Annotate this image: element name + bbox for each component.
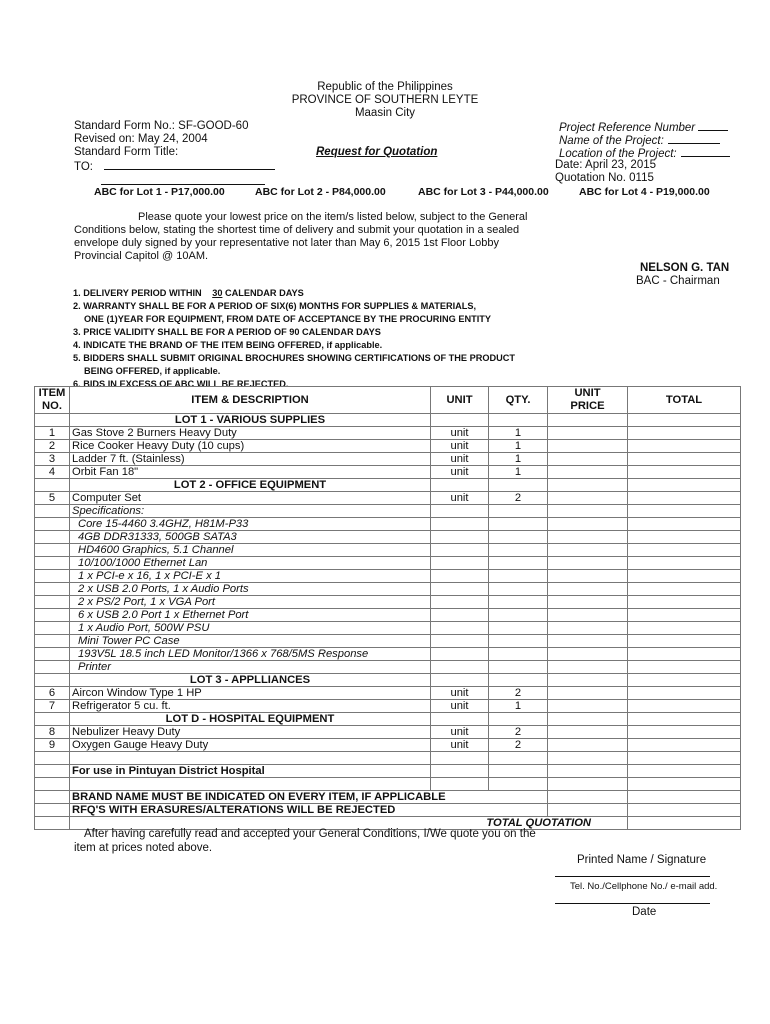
- chairman-name: NELSON G. TAN: [640, 262, 730, 274]
- condition-2: 2. WARRANTY SHALL BE FOR A PERIOD OF SIX(6) MONTHS FOR SUPPLIES & MATERIALS,: [73, 301, 477, 311]
- note-row: [35, 765, 741, 778]
- signature-line: [555, 876, 710, 877]
- to-label: TO:: [74, 161, 93, 173]
- note-row: [35, 791, 741, 804]
- to-blank: [104, 159, 275, 170]
- table-row: 3 Ladder 7 ft. (Stainless) unit 1: [35, 453, 741, 466]
- header-total: TOTAL: [628, 387, 741, 414]
- table-header-row: [35, 387, 741, 414]
- spec-row: Printer: [35, 661, 741, 674]
- spec-row: 2 x USB 2.0 Ports, 1 x Audio Ports: [35, 583, 741, 596]
- form-title: Request for Quotation: [316, 146, 438, 158]
- condition-5-cont: BEING OFFERED, if applicable.: [84, 366, 221, 376]
- header-province: PROVINCE OF SOUTHERN LEYTE: [291, 94, 479, 106]
- lot-row: [35, 713, 741, 726]
- table-row: 5 Computer Set unit 2: [35, 492, 741, 505]
- for-use-note: For use in Pintuyan District Hospital: [70, 765, 431, 778]
- total-quotation-label: TOTAL QUOTATION: [70, 817, 628, 830]
- table-row: 8 Nebulizer Heavy Duty unit 2: [35, 726, 741, 739]
- general-conditions: [73, 287, 515, 391]
- date-line: [555, 903, 710, 904]
- date-label: Date: [632, 906, 657, 918]
- lot-3-heading: LOT 3 - APPLLIANCES: [70, 674, 431, 687]
- lot-1-heading: LOT 1 - VARIOUS SUPPLIES: [70, 414, 431, 427]
- condition-1: 1. DELIVERY PERIOD WITHIN 30 CALENDAR DAYS: [73, 288, 304, 298]
- standard-form-no: Standard Form No.: SF-GOOD-60: [74, 120, 249, 132]
- blank-row: [35, 752, 741, 765]
- abc-lot-4: ABC for Lot 4 - P19,000.00: [579, 186, 710, 198]
- table-row: 6 Aircon Window Type 1 HP unit 2: [35, 687, 741, 700]
- project-date: Date: April 23, 2015: [555, 159, 657, 171]
- header-republic: Republic of the Philippines: [317, 81, 453, 93]
- lot-row: [35, 414, 741, 427]
- spec-row: 4GB DDR31333, 500GB SATA3: [35, 531, 741, 544]
- to-line: [74, 159, 275, 173]
- spec-row: 1 x PCI-e x 16, 1 x PCI-E x 1: [35, 570, 741, 583]
- condition-4: 4. INDICATE THE BRAND OF THE ITEM BEING OFFERED, if applicable.: [73, 340, 383, 350]
- tel-label: Tel. No./Cellphone No./ e-mail add.: [570, 881, 718, 892]
- abc-lot-3: ABC for Lot 3 - P44,000.00: [418, 186, 549, 198]
- header-description: ITEM & DESCRIPTION: [70, 387, 431, 414]
- brand-note: BRAND NAME MUST BE INDICATED ON EVERY ITEM, IF APPLICABLE: [70, 791, 548, 804]
- lot-row: [35, 479, 741, 492]
- spec-row: Core 15-4460 3.4GHZ, H81M-P33: [35, 518, 741, 531]
- header-unit-price: UNIT PRICE: [548, 387, 628, 414]
- spec-row: 2 x PS/2 Port, 1 x VGA Port: [35, 596, 741, 609]
- spec-row: 10/100/1000 Ethernet Lan: [35, 557, 741, 570]
- spec-row: 193V5L 18.5 inch LED Monitor/1366 x 768/5MS Response: [35, 648, 741, 661]
- rfq-note: RFQ'S WITH ERASURES/ALTERATIONS WILL BE REJECTED: [70, 804, 548, 817]
- to-blank-2: [101, 184, 265, 185]
- project-name: Name of the Project:: [559, 133, 720, 147]
- spec-row: Mini Tower PC Case: [35, 635, 741, 648]
- lot-4-heading: LOT D - HOSPITAL EQUIPMENT: [70, 713, 431, 726]
- blank-row: [35, 778, 741, 791]
- header-unit: UNIT: [431, 387, 489, 414]
- abc-lot-1: ABC for Lot 1 - P17,000.00: [94, 186, 225, 198]
- condition-5: 5. BIDDERS SHALL SUBMIT ORIGINAL BROCHURES SHOWING CERTIFICATIONS OF THE PRODUCT: [73, 353, 516, 363]
- header-city: Maasin City: [354, 107, 416, 119]
- chairman-title: BAC - Chairman: [636, 275, 720, 287]
- lot-row: [35, 674, 741, 687]
- table-row: 2 Rice Cooker Heavy Duty (10 cups) unit 1: [35, 440, 741, 453]
- header-qty: QTY.: [489, 387, 548, 414]
- revised-on: Revised on: May 24, 2004: [74, 133, 208, 145]
- spec-heading-row: Specifications:: [35, 505, 741, 518]
- spec-row: 6 x USB 2.0 Port 1 x Ethernet Port: [35, 609, 741, 622]
- spec-row: 1 x Audio Port, 500W PSU: [35, 622, 741, 635]
- header-item-no: ITEM NO.: [35, 387, 70, 414]
- acceptance-statement: After having carefully read and accepted your General Conditions, I/We quote you on the item at prices noted above.: [74, 828, 536, 854]
- abc-lot-2: ABC for Lot 2 - P84,000.00: [255, 186, 386, 198]
- items-table: [34, 386, 741, 830]
- table-row: 4 Orbit Fan 18" unit 1: [35, 466, 741, 479]
- table-row: 7 Refrigerator 5 cu. ft. unit 1: [35, 700, 741, 713]
- quotation-no: Quotation No. 0115: [555, 172, 654, 184]
- intro-paragraph: Please quote your lowest price on the item/s listed below, subject to the General Conditions below, stating the shortest time of delivery and submit your quotation in a sealed envelope duly signed by your representative not later than May 6, 2015 1st Floor Lobby Provincial Capitol @ 10AM.: [74, 211, 528, 262]
- condition-3: 3. PRICE VALIDITY SHALL BE FOR A PERIOD OF 90 CALENDAR DAYS: [73, 327, 381, 337]
- spec-row: HD4600 Graphics, 5.1 Channel: [35, 544, 741, 557]
- condition-6: 6. BIDS IN EXCESS OF ABC WILL BE REJECTED.: [73, 379, 289, 389]
- table-row: 9 Oxygen Gauge Heavy Duty unit 2: [35, 739, 741, 752]
- project-location: Location of the Project:: [559, 146, 730, 160]
- project-reference-number: Project Reference Number: [559, 120, 728, 134]
- table-row: 1 Gas Stove 2 Burners Heavy Duty unit 1: [35, 427, 741, 440]
- lot-2-heading: LOT 2 - OFFICE EQUIPMENT: [70, 479, 431, 492]
- printed-name-signature: Printed Name / Signature: [577, 854, 707, 866]
- condition-2-cont: ONE (1)YEAR FOR EQUIPMENT, FROM DATE OF ACCEPTANCE BY THE PROCURING ENTITY: [84, 314, 491, 324]
- standard-form-title-label: Standard Form Title:: [74, 146, 179, 158]
- note-row: [35, 804, 741, 817]
